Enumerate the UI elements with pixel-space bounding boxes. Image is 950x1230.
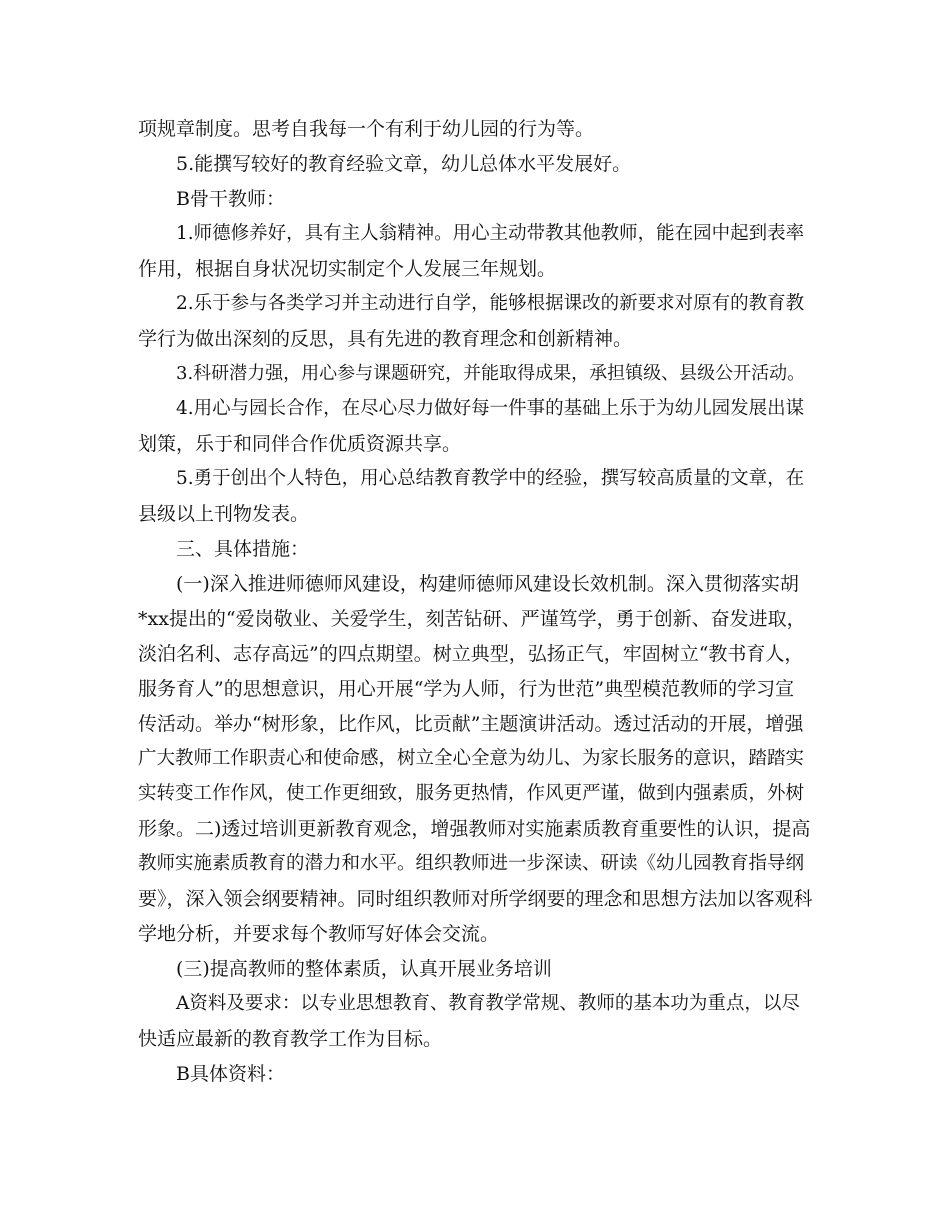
text-line: A资料及要求：以专业思想教育、教育教学常规、教师的基本功为重点，以尽 — [176, 993, 800, 1014]
text-line: 作用，根据自身状况切实制定个人发展三年规划。 — [138, 258, 557, 280]
text-line: 2.乐于参与各类学习并主动进行自学，能够根据课改的新要求对原有的教育教 — [176, 293, 805, 314]
text-line: 5.能撰写较好的教育经验文章，幼儿总体水平发展好。 — [176, 153, 632, 175]
text-line: 学行为做出深刻的反思，具有先进的教育理念和创新精神。 — [138, 328, 633, 350]
text-line: 学地分析，并要求每个教师写好体会交流。 — [138, 923, 500, 945]
text-line: B骨干教师： — [176, 188, 285, 210]
text-line: 传活动。举办“树形象，比作风，比贡献”主题演讲活动。透过活动的开展，增强 — [138, 713, 804, 735]
text-line: 形象。二)透过培训更新教育观念，增强教师对实施素质教育重要性的认识，提高 — [138, 818, 811, 840]
text-line: (一)深入推进师德师风建设，构建师德师风建设长效机制。深入贯彻落实胡 — [176, 573, 799, 595]
text-line: 要》，深入领会纲要精神。同时组织教师对所学纲要的理念和思想方法加以客观科 — [138, 888, 813, 910]
text-line: 1.师德修养好，具有主人翁精神。用心主动带教其他教师，能在园中起到表率 — [176, 223, 805, 244]
text-line: 广大教师工作职责心和使命感，树立全心全意为幼儿、为家长服务的意识，踏踏实 — [138, 748, 805, 769]
text-line: *xx提出的“爱岗敬业、关爱学生，刻苦钻研、严谨笃学，勇于创新、奋发进取， — [138, 608, 806, 630]
text-line: B具体资料： — [176, 1063, 285, 1085]
text-line: 服务育人”的思想意识，用心开展“学为人师，行为世范”典型模范教师的学习宣 — [138, 678, 795, 700]
text-line: 教师实施素质教育的潜力和水平。组织教师进一步深读、研读《幼儿园教育指导纲 — [138, 853, 805, 874]
text-line: 项规章制度。思考自我每一个有利于幼儿园的行为等。 — [138, 118, 595, 140]
text-line: 4.用心与园长合作，在尽心尽力做好每一件事的基础上乐于为幼儿园发展出谋 — [176, 398, 805, 419]
text-line: (三)提高教师的整体素质，认真开展业务培训 — [176, 958, 552, 980]
section-heading: 三、具体措施： — [176, 538, 310, 560]
text-line: 5.勇于创出个人特色，用心总结教育教学中的经验，撰写较高质量的文章，在 — [176, 468, 805, 489]
text-line: 快适应最新的教育教学工作为目标。 — [138, 1028, 443, 1050]
text-line: 实转变工作作风，使工作更细致，服务更热情，作风更严谨，做到内强素质，外树 — [138, 783, 805, 804]
text-line: 淡泊名利、志存高远”的四点期望。树立典型，弘扬正气，牢固树立“教书育人， — [138, 643, 804, 665]
text-line: 划策，乐于和同伴合作优质资源共享。 — [138, 433, 462, 455]
text-line: 3.科研潜力强，用心参与课题研究，并能取得成果，承担镇级、县级公开活动。 — [176, 363, 806, 384]
text-line: 县级以上刊物发表。 — [138, 503, 310, 525]
